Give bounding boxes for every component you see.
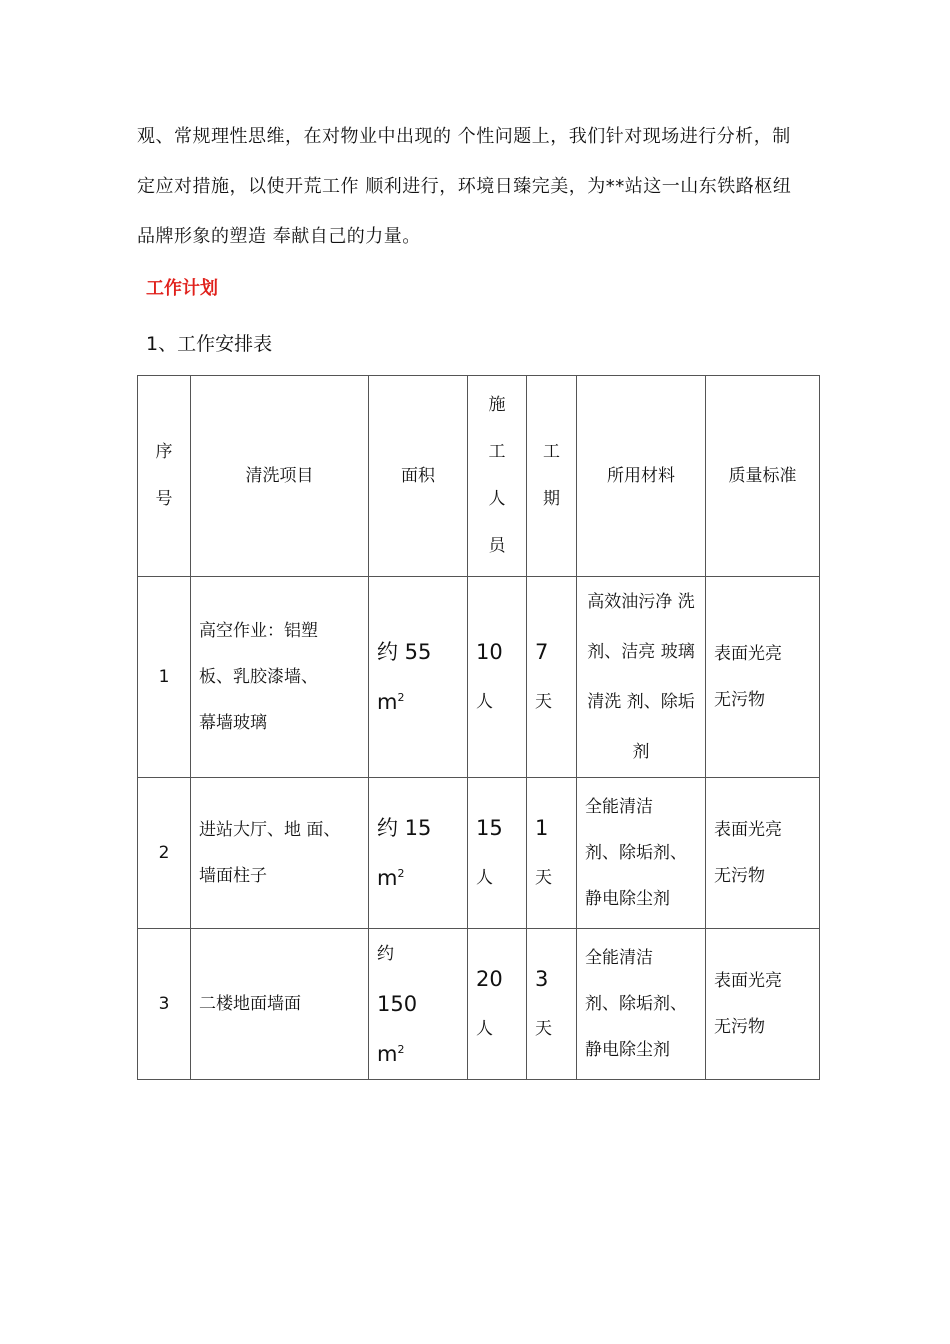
header-quality: 质量标准 xyxy=(706,376,820,577)
header-workers: 施 工 人 员 xyxy=(468,376,527,577)
intro-line: 品牌形象的塑造 奉献自己的力量。 xyxy=(137,226,421,247)
row-workers: 15 人 xyxy=(468,778,527,929)
row-materials: 全能清洁 剂、除垢剂、 静电除尘剂 xyxy=(577,778,706,929)
row-materials: 高效油污净 洗 剂、洁亮 玻璃 清洗 剂、除垢 剂 xyxy=(577,577,706,778)
intro-paragraph xyxy=(137,112,827,262)
row-seq: 2 xyxy=(138,778,191,929)
table-header-row xyxy=(138,376,820,577)
row-seq: 3 xyxy=(138,929,191,1080)
table-row xyxy=(138,929,820,1080)
table-row xyxy=(138,577,820,778)
section-title: 工作计划 xyxy=(146,278,218,299)
row-area: 约 150 $m^2$ xyxy=(369,929,468,1080)
row-quality: 表面光亮 无污物 xyxy=(706,778,820,929)
row-period: 3 天 xyxy=(527,929,577,1080)
header-area: 面积 xyxy=(369,376,468,577)
intro-line: 观、常规理性思维，在对物业中出现的 个性问题上，我们针对现场进行分析，制 xyxy=(137,126,791,147)
row-item: 二楼地面墙面 xyxy=(191,929,369,1080)
row-quality: 表面光亮 无污物 xyxy=(706,929,820,1080)
row-workers: 20 人 xyxy=(468,929,527,1080)
table-title: 1、工作安排表 xyxy=(146,333,273,355)
row-period: 7 天 xyxy=(527,577,577,778)
header-seq: 序 号 xyxy=(138,376,191,577)
intro-line: 定应对措施，以使开荒工作 顺利进行，环境日臻完美，为**站这一山东铁路枢纽 xyxy=(137,176,792,197)
row-period: 1 天 xyxy=(527,778,577,929)
header-materials: 所用材料 xyxy=(577,376,706,577)
row-seq: 1 xyxy=(138,577,191,778)
row-area: 约 55 $m^2$ xyxy=(369,577,468,778)
row-quality: 表面光亮 无污物 xyxy=(706,577,820,778)
header-period: 工 期 xyxy=(527,376,577,577)
header-item: 清洗项目 xyxy=(191,376,369,577)
row-area: 约 15 $m^2$ xyxy=(369,778,468,929)
row-item: 进站大厅、地 面、 墙面柱子 xyxy=(191,778,369,929)
table-row xyxy=(138,778,820,929)
row-item: 高空作业：铝塑 板、乳胶漆墙、 幕墙玻璃 xyxy=(191,577,369,778)
row-materials: 全能清洁 剂、除垢剂、 静电除尘剂 xyxy=(577,929,706,1080)
row-workers: 10 人 xyxy=(468,577,527,778)
work-schedule-table xyxy=(137,375,820,1080)
